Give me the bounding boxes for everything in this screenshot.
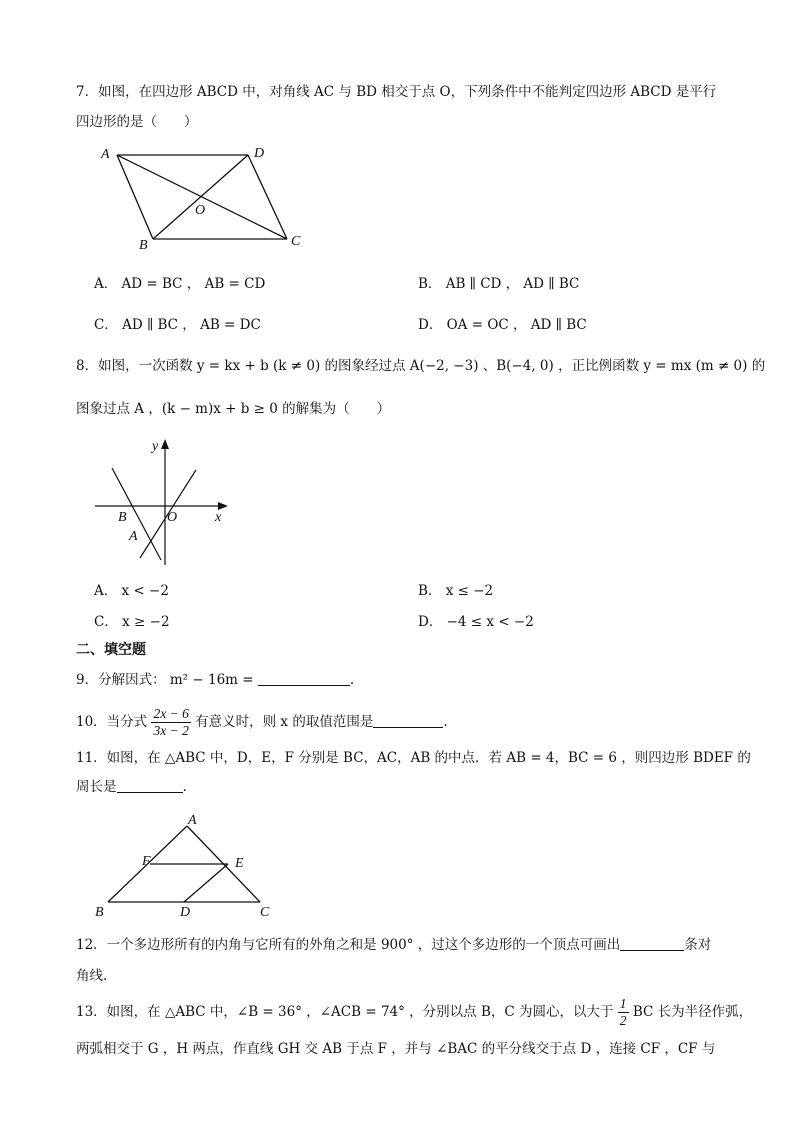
q9-suffix: . xyxy=(349,672,355,688)
q10-fraction-denominator: 3x − 2 xyxy=(153,723,189,738)
q7-label-A: A xyxy=(101,147,110,162)
q8-label-x: x xyxy=(215,510,222,525)
q8-label-O: O xyxy=(167,510,178,525)
q11-label-B: B xyxy=(95,905,104,920)
q11-label-A: A xyxy=(188,813,197,828)
q11-suffix: . xyxy=(182,779,187,795)
q8-label-y: y xyxy=(152,439,159,454)
section-title-fill-in: 二、填空题 xyxy=(76,642,146,658)
q11-label-F: F xyxy=(142,854,151,869)
q10-suffix: . xyxy=(443,714,448,730)
q12-prefix: 12．一个多边形所有的内角与它所有的外角之和是 900° ，过这个多边形的一个顶点可画出 xyxy=(76,937,621,953)
q11-label-D: D xyxy=(180,905,191,920)
q7-stem-line2: 四边形的是（ ） xyxy=(76,114,198,130)
q11-prefix: 周长是 xyxy=(76,779,117,795)
q7-option-a: A． AD = BC ， AB = CD xyxy=(94,276,266,292)
q8-label-A: A xyxy=(129,529,138,544)
q8-stem-line1: 8．如图，一次函数 y = kx + b (k ≠ 0) 的图象经过点 A(−2, −3) 、B(−4, 0) ，正比例函数 y = mx (m ≠ 0) 的 xyxy=(76,358,766,374)
q12-stem-line2: 角线. xyxy=(76,968,108,984)
q8-option-c: C． x ≥ −2 xyxy=(94,614,170,630)
q12-stem-line1 xyxy=(76,935,711,955)
q12-suffix: 条对 xyxy=(684,937,712,953)
q13-prefix: 13．如图，在 △ABC 中，∠B = 36° ，∠ACB = 74° ，分别以点 B，C 为圆心，以大于 xyxy=(76,1004,614,1020)
q10-fraction-numerator: 2x − 6 xyxy=(153,706,189,721)
q8-option-b: B． x ≤ −2 xyxy=(418,583,494,599)
q13-stem-line1 xyxy=(76,994,752,1030)
q11-stem-line1: 11．如图，在 △ABC 中，D，E，F 分别是 BC，AC，AB 的中点．若 AB = 4，BC = 6 ，则四边形 BDEF 的 xyxy=(76,750,751,766)
q7-label-C: C xyxy=(291,234,301,249)
q7-stem-line1: 7．如图，在四边形 ABCD 中，对角线 AC 与 BD 相交于点 O，下列条件中不能判定四边形 ABCD 是平行 xyxy=(76,84,717,100)
q13-fraction-numerator: 1 xyxy=(619,996,627,1011)
q10-middle: 有意义时，则 x 的取值范围是 xyxy=(195,714,374,730)
q8-stem-line2: 图象过点 A ，(k − m)x + b ≥ 0 的解集为（ ） xyxy=(76,401,391,417)
q8-option-d: D． −4 ≤ x < −2 xyxy=(418,614,534,630)
q11-label-C: C xyxy=(260,905,270,920)
q13-fraction-denominator: 2 xyxy=(619,1013,627,1028)
q7-option-b: B． AB ∥ CD ， AD ∥ BC xyxy=(418,276,580,292)
q11-label-E: E xyxy=(235,856,244,871)
q8-option-a: A． x < −2 xyxy=(94,583,169,599)
q13-stem-line2: 两弧相交于 G ，H 两点，作直线 GH 交 AB 于点 F ，并与 ∠BAC 的平分线交于点 D ，连接 CF ，CF 与 xyxy=(76,1041,716,1057)
q7-label-O: O xyxy=(195,203,206,218)
q9-prefix: 9．分解因式： m² − 16m = xyxy=(76,672,254,688)
q8-label-B: B xyxy=(118,510,127,525)
q13-suffix: BC 长为半径作弧， xyxy=(632,1004,753,1020)
q7-label-D: D xyxy=(254,146,265,161)
q7-label-B: B xyxy=(139,238,148,253)
q13-fraction-half xyxy=(618,996,629,1029)
q7-option-c: C． AD ∥ BC ， AB = DC xyxy=(94,317,261,333)
q12-answer-blank[interactable] xyxy=(620,936,684,951)
q10-prefix: 10．当分式 xyxy=(76,714,148,730)
q7-option-d: D． OA = OC ， AD ∥ BC xyxy=(418,317,587,333)
